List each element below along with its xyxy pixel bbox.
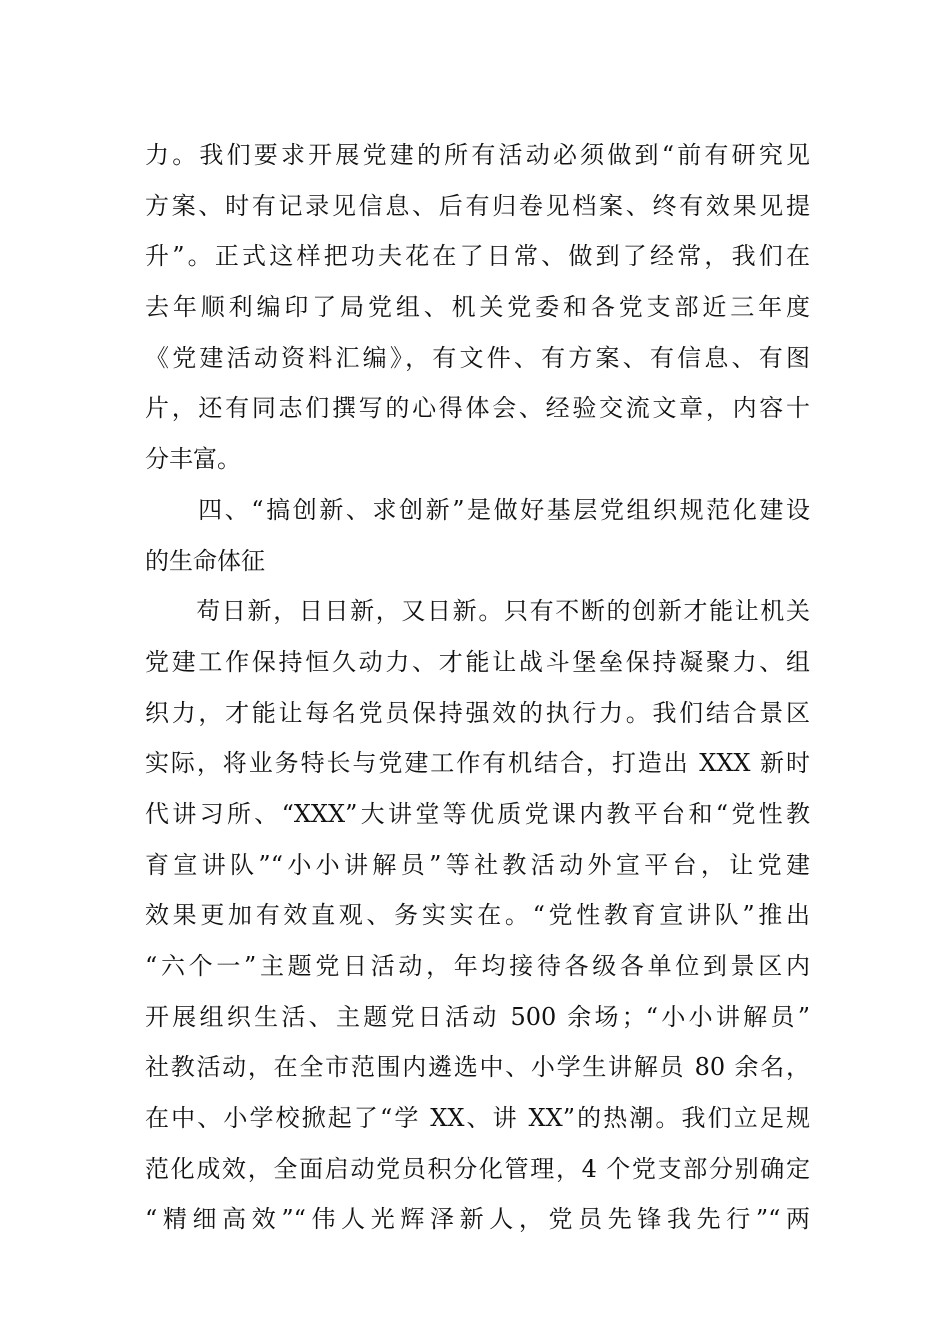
text-line: “六个一”主题党日活动，年均接待各级各单位到景区内: [145, 952, 810, 980]
text-line: 代讲习所、“XXX”大讲堂等优质党课内教平台和“党性教: [145, 799, 810, 828]
text-line: 方案、时有记录见信息、后有归卷见档案、终有效果见提: [145, 191, 810, 220]
text-line: 社教活动，在全市范围内遴选中、小学生讲解员 80 余名，: [145, 1053, 810, 1082]
text-line: 在中、小学校掀起了“学 XX、讲 XX”的热潮。我们立足规: [145, 1104, 810, 1133]
text-line: 去年顺利编印了局党组、机关党委和各党支部近三年度: [145, 293, 810, 322]
text-line: 片，还有同志们撰写的心得体会、经验交流文章，内容十: [145, 394, 810, 423]
text-line: 织力，才能让每名党员保持强效的执行力。我们结合景区: [145, 698, 810, 727]
section-heading-end-line: 的生命体征: [145, 546, 265, 575]
text-line: 实际，将业务特长与党建工作有机结合，打造出 XXX 新时: [145, 749, 810, 778]
text-line: 开展组织生活、主题党日活动 500 余场；“小小讲解员”: [145, 1002, 810, 1031]
text-line: 苟日新，日日新，又日新。只有不断的创新才能让机关: [145, 597, 810, 626]
text-line: 范化成效，全面启动党员积分化管理，4 个党支部分别确定: [145, 1154, 810, 1183]
text-line: 效果更加有效直观、务实实在。“党性教育宣讲队”推出: [145, 901, 810, 930]
section-heading-line: 四、“搞创新、求创新”是做好基层党组织规范化建设: [145, 495, 810, 524]
text-line: 力。我们要求开展党建的所有活动必须做到“前有研究见: [145, 141, 810, 169]
paragraph-end-line: 分丰富。: [145, 445, 241, 474]
text-line: “精细高效”“伟人光辉泽新人，党员先锋我先行”“两: [145, 1205, 810, 1234]
text-line: 育宣讲队”“小小讲解员”等社教活动外宣平台，让党建: [145, 850, 810, 879]
text-line: 党建工作保持恒久动力、才能让战斗堡垒保持凝聚力、组: [145, 647, 810, 676]
text-line: 升”。正式这样把功夫花在了日常、做到了经常，我们在: [145, 242, 810, 271]
body-text: [145, 130, 810, 1245]
text-line: 《党建活动资料汇编》，有文件、有方案、有信息、有图: [145, 343, 810, 372]
